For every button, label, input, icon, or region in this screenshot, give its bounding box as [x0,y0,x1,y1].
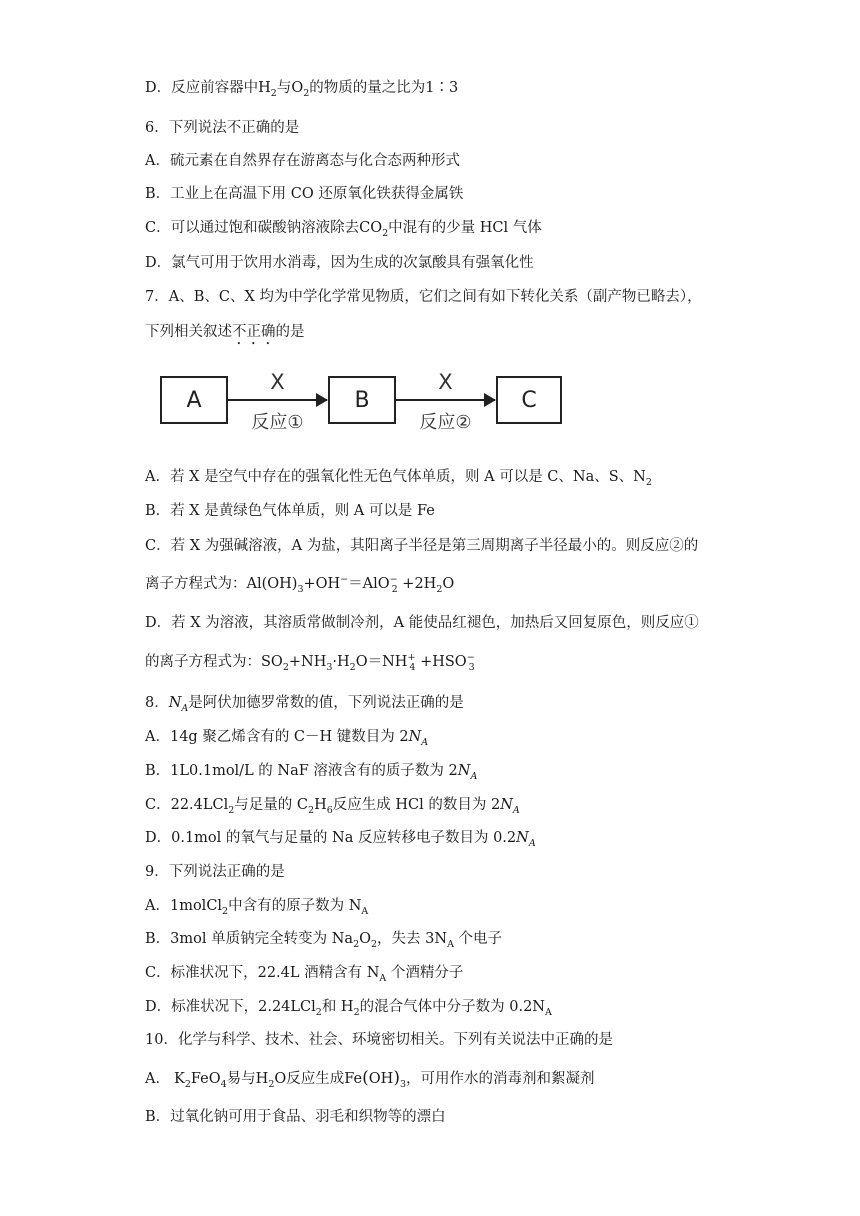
arrow1-reaction-label: 反应① [251,412,304,433]
q8-option-c: C．22.4LCl$_2$与足量的 $C_2H_6$反应生成 HCl 的数目为 $2N_A$ [145,797,520,816]
q8-option-b: B．1L0.1mol/L 的 NaF 溶液含有的质子数为 $2N_A$ [145,763,478,782]
arrow-head-icon [316,393,328,407]
q7-option-a: A．若 X 是空气中存在的强氧化性无色气体单质，则 A 可以是 C、Na、S、$N_2$ [145,469,652,488]
q9-option-d: D．标准状况下，2.24LCl$_2$和 $H_2$的混合气体中分子数为 $0.2N_A$ [145,999,552,1018]
q5-option-d: D．反应前容器中$H_2$与$O_2$的物质的量之比为1∶3 [145,80,459,99]
arrow-head-icon [484,393,496,407]
q8-stem: 8．$N_A$是阿伏加德罗常数的值，下列说法正确的是 [145,695,464,714]
box-c: C [496,376,562,424]
q9-option-b: B．3mol 单质钠完全转变为 $Na_2O_2$，失去 $3N_A$ 个电子 [145,931,503,950]
q7-stem-line1: 7．A、B、C、X 均为中学化学常见物质，它们之间有如下转化关系（副产物已略去）， [145,289,702,305]
box-b: B [328,376,396,424]
q9-option-c: C．标准状况下，22.4L 酒精含有 $N_A$ 个酒精分子 [145,965,464,984]
q7-option-b: B．若 X 是黄绿色气体单质，则 A 可以是 Fe [145,503,435,519]
q6-option-a: A．硫元素在自然界存在游离态与化合态两种形式 [145,153,460,169]
q10-stem: 10．化学与科学、技术、社会、环境密切相关。下列有关说法中正确的是 [145,1032,613,1048]
q8-option-d: D．0.1mol 的氧气与足量的 Na 反应转移电子数目为 $0.2N_A$ [145,830,536,849]
q9-option-a: A．1molCl$_2$中含有的原子数为 $N_A$ [145,898,369,917]
q7-option-c-line1: C．若 X 为强碱溶液，A 为盐，其阳离子半径是第三周期离子半径最小的。则反应②的 [145,538,699,554]
emphasis-not-correct: 不正确 [232,324,276,340]
q10-option-b: B．过氧化钠可用于食品、羽毛和织物等的漂白 [145,1109,446,1125]
q9-stem: 9．下列说法正确的是 [145,864,285,880]
q6-option-c: C．可以通过饱和碳酸钠溶液除去$CO_2$中混有的少量 HCl 气体 [145,220,542,239]
arrow2-reaction-label: 反应② [419,412,472,433]
box-a: A [160,376,228,424]
q10-option-a: A． $K_2FeO_4$易与$H_2O$反应生成$Fe(OH)_3$，可用作水的消毒剂和絮凝剂 [145,1068,595,1090]
q7-stem-line2: 下列相关叙述不正确的是 [145,324,305,340]
q7-option-c-line2: 离子方程式为：$Al(OH)_3+OH^-=AlO^-_2 +2H_2O$ [145,574,455,595]
arrow2-reagent-label: X [438,370,453,394]
q6-stem: 6．下列说法不正确的是 [145,120,300,136]
q8-option-a: A．14g 聚乙烯含有的 C－H 键数目为 $2N_A$ [145,729,429,748]
q7-option-d-line2: 的离子方程式为：$SO_2+NH_3\cdot H_2O=NH^+_4 +HSO^-_3$ [145,652,475,673]
arrow-reaction-1 [228,399,327,401]
q6-option-b: B．工业上在高温下用 CO 还原氧化铁获得金属铁 [145,186,464,202]
arrow1-reagent-label: X [270,370,285,394]
arrow-reaction-2 [396,399,495,401]
q6-option-d: D．氯气可用于饮用水消毒，因为生成的次氯酸具有强氧化性 [145,255,534,271]
conversion-diagram [160,368,580,438]
q7-option-d-line1: D．若 X 为溶液，其溶质常做制冷剂，A 能使品红褪色，加热后又回复原色，则反应① [145,615,699,631]
